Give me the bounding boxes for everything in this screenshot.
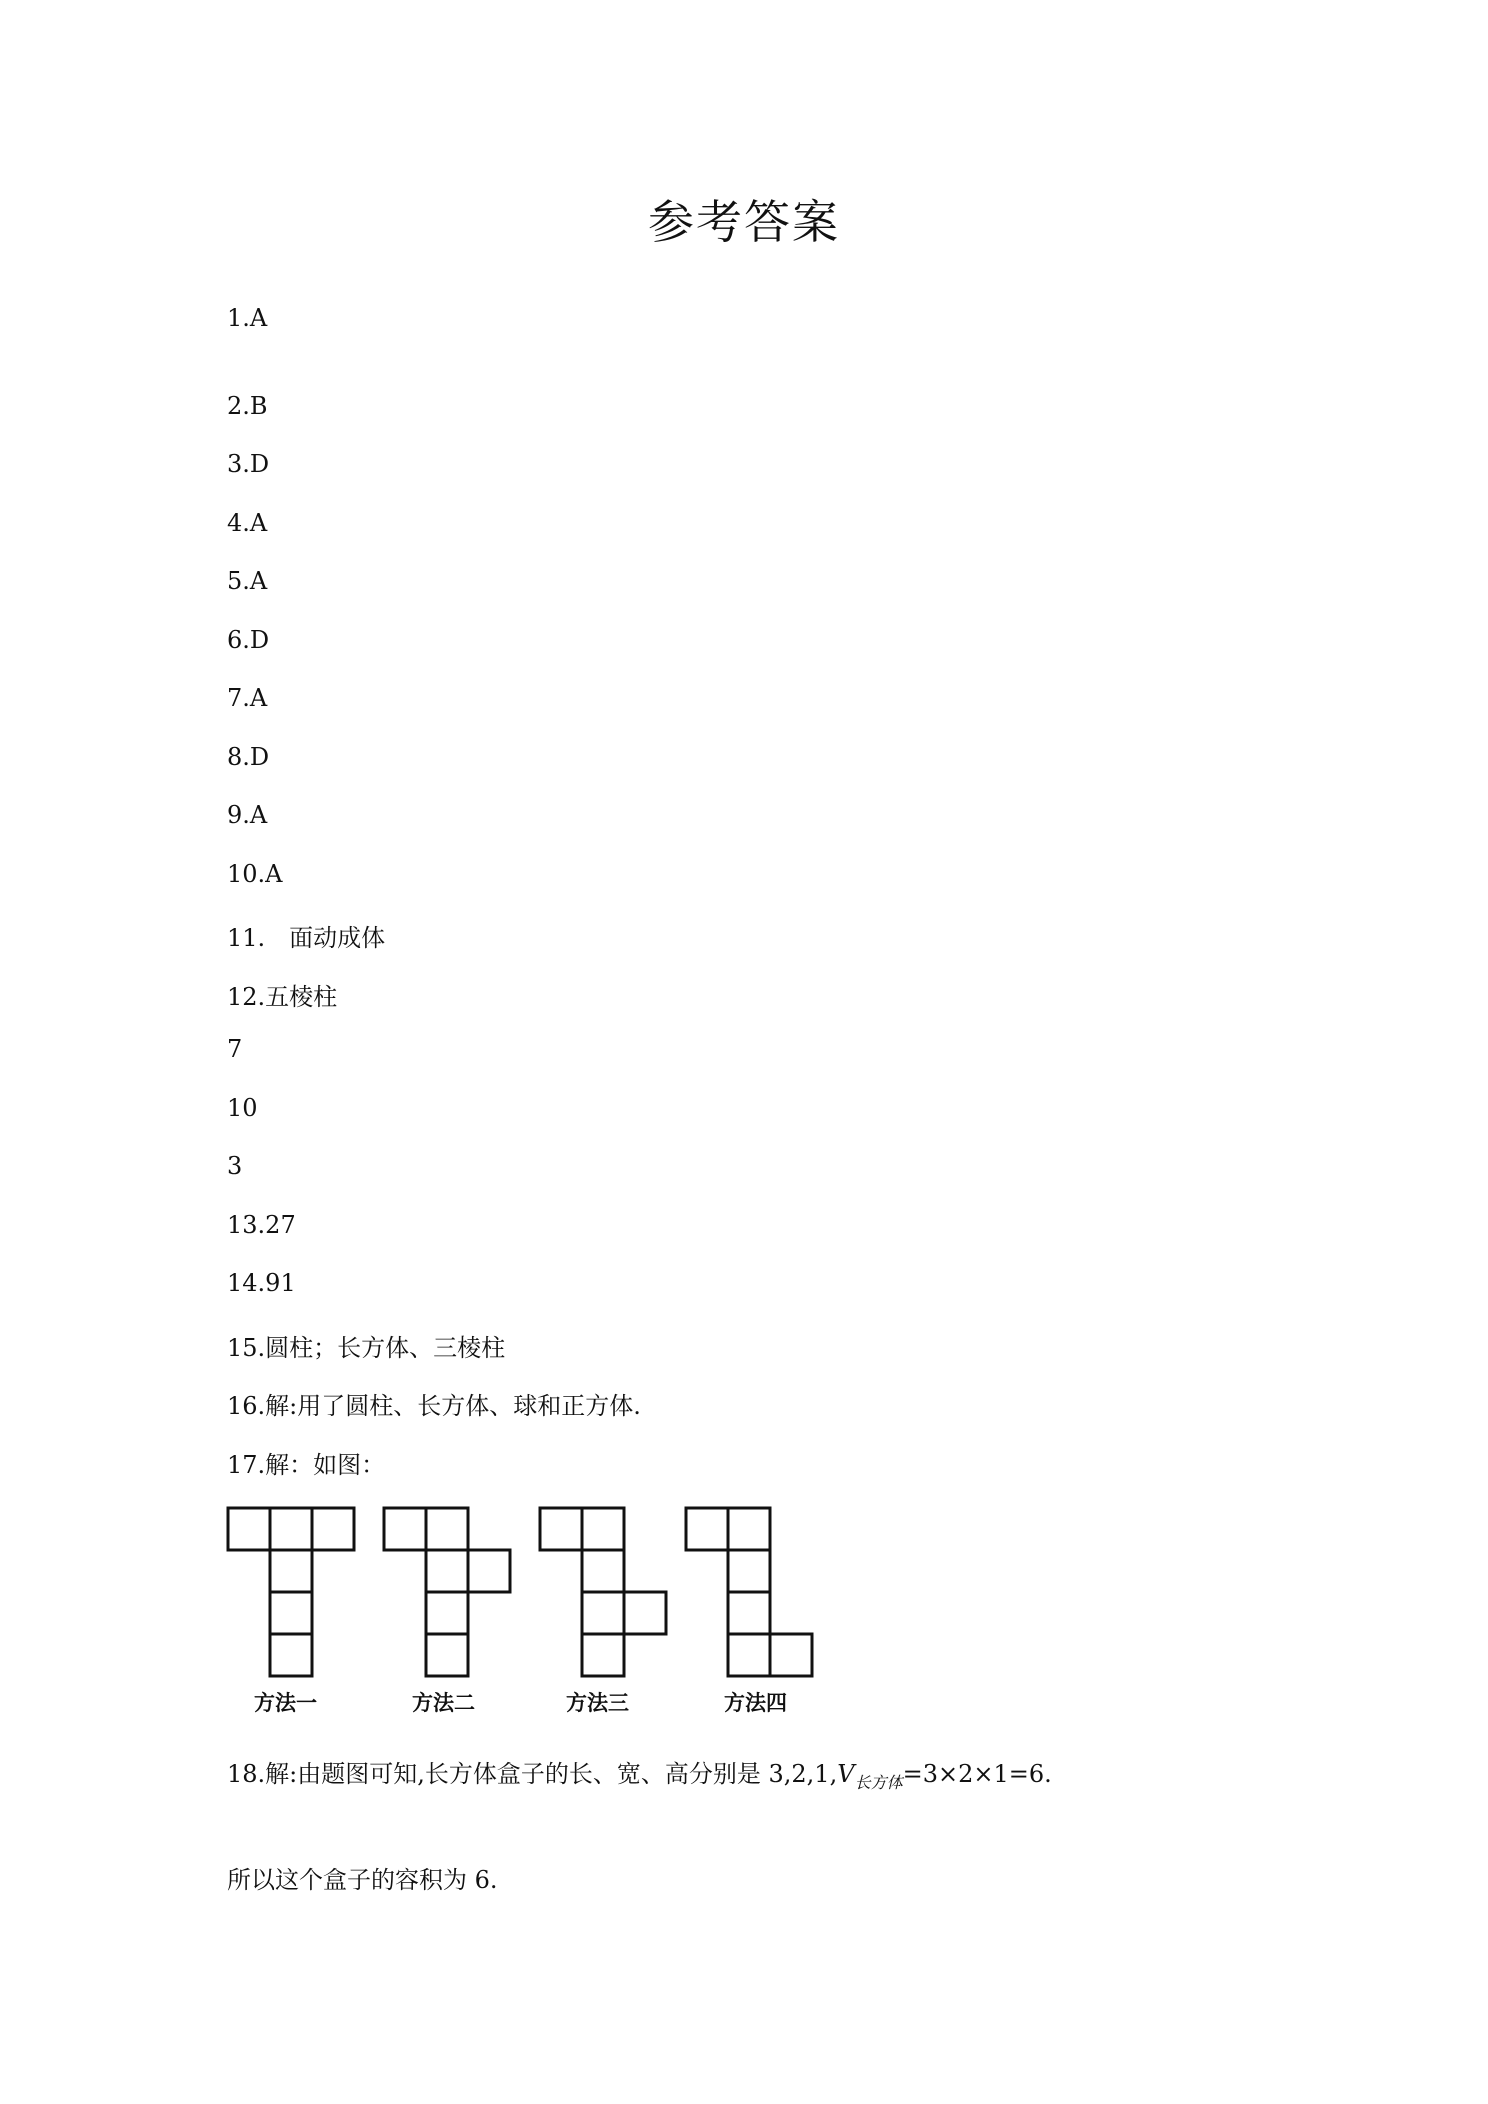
answer-1: 1.A xyxy=(227,304,268,332)
page-title: 参考答案 xyxy=(648,195,840,249)
answer-3: 3.D xyxy=(227,450,270,478)
cube-net-method-1 xyxy=(228,1508,354,1676)
answer-10: 10.A xyxy=(227,860,283,888)
answer-8: 8.D xyxy=(227,743,270,771)
answer-9: 9.A xyxy=(227,801,268,829)
volume-symbol: V xyxy=(837,1760,855,1788)
answer-15: 15.圆柱；长方体、三棱柱 xyxy=(227,1334,506,1362)
answer-16: 16.解:用了圆柱、长方体、球和正方体. xyxy=(227,1392,641,1420)
cube-net-method-4 xyxy=(686,1508,812,1676)
answer-2: 2.B xyxy=(227,392,268,420)
answer-17: 17.解：如图： xyxy=(227,1451,386,1479)
answer-13: 13.27 xyxy=(227,1211,296,1239)
answer-18-formula: =3×2×1=6. xyxy=(902,1760,1052,1788)
cube-net-method-3 xyxy=(540,1508,666,1676)
answer-4: 4.A xyxy=(227,509,268,537)
figure-label-method-3: 方法三 xyxy=(566,1691,629,1715)
answer-12: 12.五棱柱 xyxy=(227,983,338,1011)
answer-12-value-b: 10 xyxy=(227,1094,258,1122)
answer-7: 7.A xyxy=(227,684,268,712)
answer-5: 5.A xyxy=(227,567,268,595)
cube-net-method-2 xyxy=(384,1508,510,1676)
answer-12-value-c: 3 xyxy=(227,1152,243,1180)
figure-label-method-1: 方法一 xyxy=(254,1691,317,1715)
cube-net-figure xyxy=(224,1500,864,1720)
answer-6: 6.D xyxy=(227,626,270,654)
figure-label-method-2: 方法二 xyxy=(412,1691,475,1715)
volume-subscript: 长方体 xyxy=(854,1772,903,1792)
figure-label-method-4: 方法四 xyxy=(724,1691,787,1715)
answer-12-value-a: 7 xyxy=(227,1035,243,1063)
answer-18 xyxy=(227,1754,1052,1793)
answer-18-text: 18.解:由题图可知,长方体盒子的长、宽、高分别是 3,2,1, xyxy=(227,1760,838,1788)
answer-18-conclusion: 所以这个盒子的容积为 6. xyxy=(227,1866,498,1894)
answer-14: 14.91 xyxy=(227,1269,296,1297)
answer-11: 11. 面动成体 xyxy=(227,924,386,952)
